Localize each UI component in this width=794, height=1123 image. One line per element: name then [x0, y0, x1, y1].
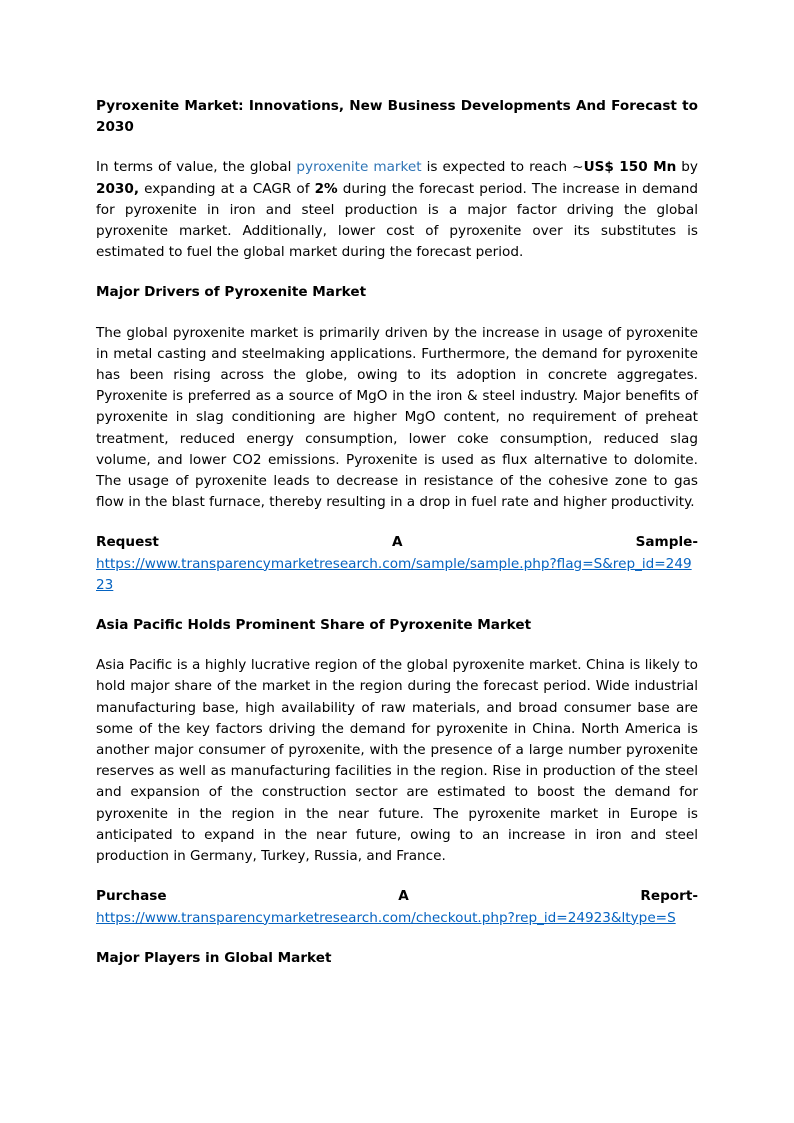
asia-heading: Asia Pacific Holds Prominent Share of Pyroxenite Market: [96, 617, 532, 634]
a-word: A: [391, 534, 403, 551]
players-heading: Major Players in Global Market: [96, 949, 332, 966]
a-word: A: [398, 888, 409, 905]
intro-text-4: expanding at a CAGR of: [139, 180, 315, 197]
purchase-url-link[interactable]: https://www.transparencymarketresearch.com/checkout.php?rep_id=24923&ltype=S: [96, 909, 676, 926]
drivers-heading: Major Drivers of Pyroxenite Market: [96, 284, 367, 301]
intro-text-3: by: [676, 159, 698, 176]
request-word: Request: [96, 534, 159, 551]
purchase-word: Purchase: [96, 888, 167, 905]
sample-word: Sample-: [635, 534, 698, 551]
pyroxenite-market-link[interactable]: pyroxenite market: [296, 159, 422, 176]
intro-paragraph: [96, 157, 698, 263]
purchase-report-line: [96, 886, 698, 907]
request-sample-line: [96, 532, 698, 553]
intro-text-5: during the forecast period. The increase in demand for pyroxenite in iron and steel production is a major factor driving the global pyroxenite market. Additionally, lower cost of pyroxenite over its substitutes is estimated to fuel the global market during the forecast period.: [96, 180, 698, 261]
forecast-year: 2030,: [96, 180, 139, 197]
cagr-value: 2%: [314, 180, 338, 197]
intro-text-2: is expected to reach ~: [421, 159, 584, 176]
market-value: US$ 150 Mn: [583, 159, 677, 176]
drivers-paragraph: The global pyroxenite market is primarily driven by the increase in usage of pyroxenite in metal casting and steelmaking applications. Furthermore, the demand for pyroxenite has been rising across the globe, owing to its adoption in concrete aggregates. Pyroxenite is preferred as a source of MgO in the iron & steel industry. Major benefits of pyroxenite in slag conditioning are higher MgO content, no requirement of preheat treatment, reduced energy consumption, lower coke consumption, reduced slag volume, and lower CO2 emissions. Pyroxenite is used as flux alternative to dolomite. The usage of pyroxenite leads to decrease in resistance of the cohesive zone to gas flow in the blast furnace, thereby resulting in a drop in fuel rate and higher productivity.: [96, 324, 698, 511]
asia-paragraph: Asia Pacific is a highly lucrative region of the global pyroxenite market. China is likely to hold major share of the market in the region during the forecast period. Wide industrial manufacturing base, high availability of raw materials, and broad consumer base are some of the key factors driving the demand for pyroxenite in China. North America is another major consumer of pyroxenite, with the presence of a large number pyroxenite reserves as well as manufacturing facilities in the region. Rise in production of the steel and expansion of the construction sector are estimated to boost the demand for pyroxenite in the region in the near future. The pyroxenite market in Europe is anticipated to expand in the near future, owing to an increase in iron and steel production in Germany, Turkey, Russia, and France.: [96, 657, 698, 865]
document-title: Pyroxenite Market: Innovations, New Business Developments And Forecast to 2030: [96, 98, 698, 136]
sample-url-link[interactable]: https://www.transparencymarketresearch.com/sample/sample.php?flag=S&rep_id=24923: [96, 555, 692, 593]
intro-text-1: In terms of value, the global: [96, 159, 297, 176]
document-page: [96, 96, 698, 969]
report-word: Report-: [640, 888, 698, 905]
